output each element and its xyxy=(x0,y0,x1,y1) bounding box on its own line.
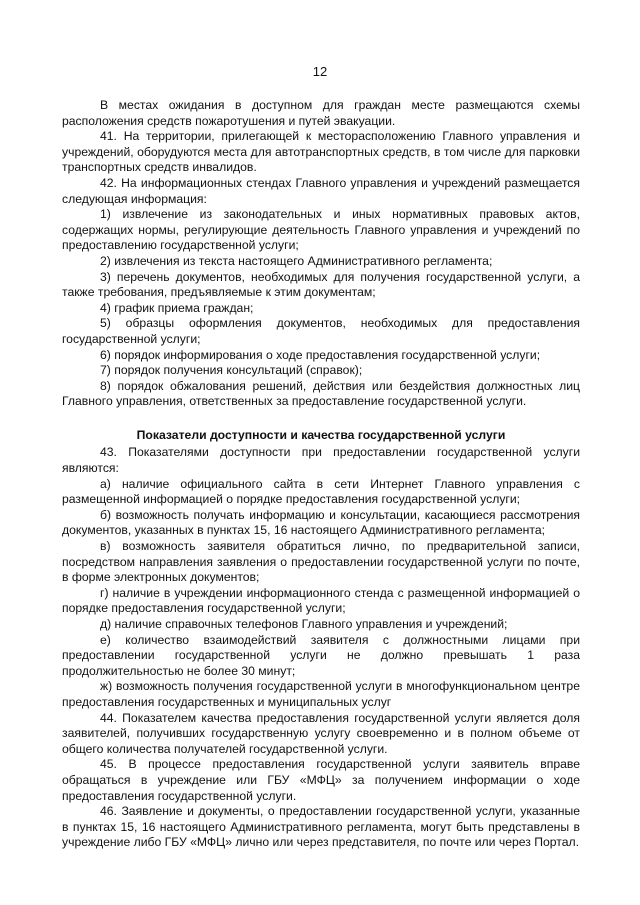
list-item-43-g: г) наличие в учреждении информационного стенда с размещенной информацией о порядке предоставления государственной услуги; xyxy=(62,585,580,616)
list-item-42-3: 3) перечень документов, необходимых для получения государственной услуги, а также требования, предъявляемые к этим документам; xyxy=(62,269,580,300)
document-body xyxy=(62,98,580,851)
list-item-42-5: 5) образцы оформления документов, необходимых для предоставления государственной услуги; xyxy=(62,316,580,346)
list-item-42-7: 7) порядок получения консультаций (справок); xyxy=(100,363,363,378)
list-item-43-zh: ж) возможность получения государственной услуги в многофункциональном центре предоставления государственных и муниципальных услуг xyxy=(62,679,580,709)
list-item-43-d: д) наличие справочных телефонов Главного управления и учреждений; xyxy=(100,617,508,631)
paragraph-waiting-areas: В местах ожидания в доступном для граждан месте размещаются схемы расположения средств пожаротушения и путей эвакуации. xyxy=(62,98,580,128)
list-item-43-v: в) возможность заявителя обратиться лично, по предварительной записи, посредством направления заявления о предоставлении государственной услуги по почте, в форме электронных документов; xyxy=(62,539,580,585)
page-number: 12 xyxy=(312,64,328,79)
list-item-42-2: 2) извлечения из текста настоящего Административного регламента; xyxy=(100,253,493,268)
section-heading: Показатели доступности и качества государственной услуги xyxy=(136,427,506,442)
paragraph-45: 45. В процессе предоставления государственной услуги заявитель вправе обращаться в учреждение или ГБУ «МФЦ» за получением информации о ходе предоставления государственной услуги. xyxy=(62,757,580,803)
list-item-42-4: 4) график приема граждан; xyxy=(100,300,254,315)
list-item-42-6: 6) порядок информирования о ходе предоставления государственной услуги; xyxy=(100,347,541,362)
list-item-42-1: 1) извлечение из законодательных и иных нормативных правовых актов, содержащих нормы, регулирующие деятельность Главного управления и учреждений по предоставлению государственной услуги; xyxy=(62,207,580,253)
paragraph-44: 44. Показателем качества предоставления государственной услуги является доля заявителей, получивших государственную услугу своевременно и в полном объеме от общего количества получателей государственной услуги. xyxy=(62,710,580,756)
list-item-43-b: б) возможность получать информацию и консультации, касающиеся рассмотрения документов, указанных в пунктах 15, 16 настоящего Административного регламента; xyxy=(62,507,580,538)
paragraph-41: 41. На территории, прилегающей к месторасположению Главного управления и учреждений, оборудуются места для автотранспортных средств, в том числе для парковки транспортных средств инвалидов. xyxy=(62,129,580,175)
list-item-43-e: е) количество взаимодействий заявителя с должностными лицами при предоставлении государственной услуги не должно превышать 1 раза продолжительностью не более 30 минут; xyxy=(62,632,580,678)
paragraph-42: 42. На информационных стендах Главного управления и учреждений размещается следующая информация: xyxy=(62,175,580,206)
paragraph-43: 43. Показателями доступности при предоставлении государственной услуги являются: xyxy=(62,445,580,476)
paragraph-46: 46. Заявление и документы, о предоставлении государственной услуги, указанные в пунктах 15, 16 настоящего Административного регламента, могут быть представлены в учреждение либо ГБУ «МФЦ» лично или через представителя, по почте или через Портал. xyxy=(62,804,580,850)
list-item-42-8: 8) порядок обжалования решений, действия или бездействия должностных лиц Главного управления, ответственных за предоставление государственной услуги. xyxy=(62,378,580,409)
list-item-43-a: а) наличие официального сайта в сети Интернет Главного управления с размещенной информацией о порядке предоставления государственной услуги; xyxy=(62,476,580,507)
